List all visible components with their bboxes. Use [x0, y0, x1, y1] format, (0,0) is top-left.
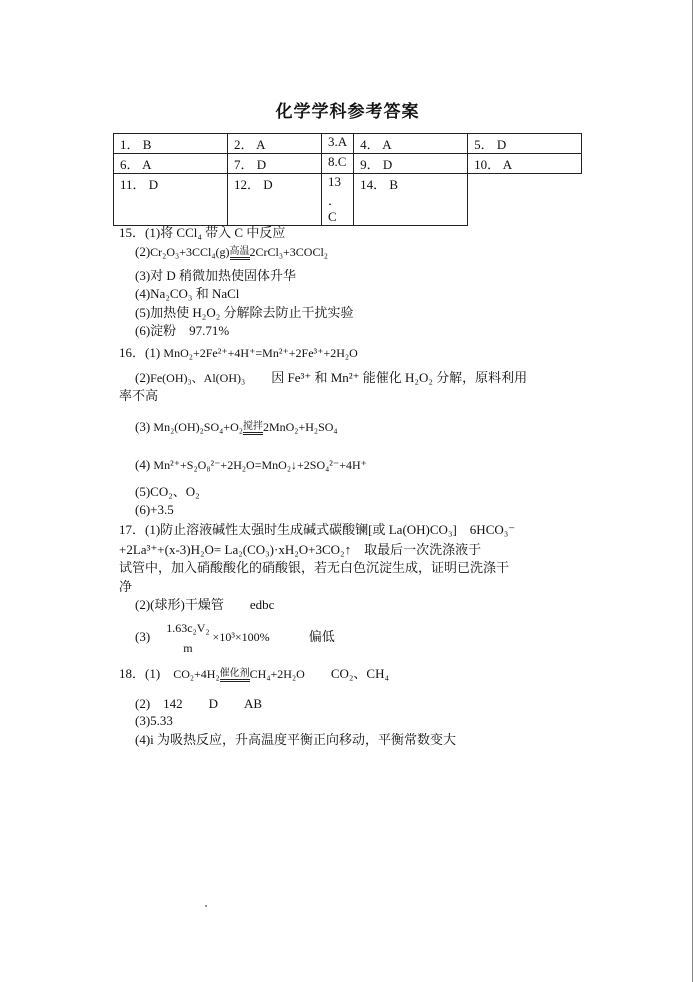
reaction-condition: 高温	[230, 246, 250, 260]
table-cell: 7． D	[228, 154, 322, 174]
table-row	[114, 154, 582, 174]
table-cell: 13 ．C	[322, 174, 354, 226]
q17-line-2: +2La³⁺+(x-3)H₂O= La₂(CO₃)·xH₂O+3CO₂↑ 取最后一次洗涤液于	[119, 542, 482, 557]
fraction: 1.63c₂V₂ m	[166, 621, 210, 655]
q16-line-4: (4) Mn²⁺+S₂O₈²⁻+2H₂O=MnO₂↓+2SO₄²⁻+4H⁺	[135, 457, 367, 472]
table-row	[114, 134, 582, 154]
table-cell-empty	[468, 174, 582, 226]
q15-line-5: (5)加热使 H₂O₂ 分解除去防止干扰实验	[135, 305, 354, 320]
q17-line-6: (3) 1.63c₂V₂ m ×10³×100% 偏低	[135, 618, 335, 658]
q16-line-2: (2)Fe(OH)₃、Al(OH)₃ 因 Fe³⁺ 和 Mn²⁺ 能催化 H₂O₂ 分解，原料利用	[135, 370, 528, 385]
table-cell: 5． D	[468, 134, 582, 154]
q17-line-1: 17．(1)防止溶液碱性太强时生成碱式碳酸镧[或 La(OH)CO₃] 6HCO₃⁻	[119, 522, 516, 537]
q18-line-4: (4)i 为吸热反应，升高温度平衡正向移动，平衡常数变大	[135, 732, 457, 747]
q16-line-3: (3) Mn₂(OH)₂SO₄+O₂ 搅拌 2MnO₂+H₂SO₄	[135, 419, 338, 434]
q15-line-6: (6)淀粉 97.71%	[135, 323, 230, 338]
table-cell: 6． A	[114, 154, 228, 174]
table-cell: 11． D	[114, 174, 228, 226]
q17-line-5: (2)(球形)干燥管 edbc	[135, 597, 275, 612]
reaction-condition: 催化剂	[220, 668, 250, 682]
table-cell: 3.A	[322, 134, 354, 154]
q18-line-2: (2) 142 D AB	[135, 696, 263, 711]
q15-line-3: (3)对 D 稍微加热使固体升华	[135, 268, 297, 283]
q15-line-1: 15．(1)将 CCl₄ 带入 C 中反应	[119, 225, 286, 240]
reaction-condition: 搅拌	[243, 421, 263, 435]
table-row	[114, 174, 582, 226]
table-cell: 2． A	[228, 134, 322, 154]
answer-table	[113, 133, 582, 226]
table-cell: 12． D	[228, 174, 322, 226]
q18-line-1: 18．(1) CO₂+4H₂ 催化剂 CH₄+2H₂O CO₂、CH₄	[119, 666, 390, 681]
table-cell: 4． A	[354, 134, 468, 154]
q16-line-1: 16．(1) MnO₂+2Fe²⁺+4H⁺=Mn²⁺+2Fe³⁺+2H₂O	[119, 345, 358, 360]
stray-mark	[205, 905, 207, 907]
table-cell: 10． A	[468, 154, 582, 174]
q17-line-3: 试管中，加入硝酸酸化的硝酸银，若无白色沉淀生成，证明已洗涤干	[119, 560, 510, 575]
q15-line-4: (4)Na₂CO₃ 和 NaCl	[135, 286, 240, 301]
table-cell: 1． B	[114, 134, 228, 154]
table-cell: 8.C	[322, 154, 354, 174]
page-edge	[692, 0, 693, 982]
q15-line-2: (2)Cr₂O₃+3CCl₄(g) 高温 2CrCl₃+3COCl₂	[135, 244, 328, 259]
q18-line-3: (3)5.33	[135, 713, 173, 728]
page-title: 化学学科参考答案	[275, 102, 420, 122]
table-cell: 14． B	[354, 174, 468, 226]
q16-line-5: (5)CO₂、O₂	[135, 484, 200, 499]
q17-line-4: 净	[119, 579, 133, 594]
q16-line-6: (6)+3.5	[135, 502, 174, 517]
table-cell: 9． D	[354, 154, 468, 174]
q16-line-2-cont: 率不高	[119, 388, 159, 403]
